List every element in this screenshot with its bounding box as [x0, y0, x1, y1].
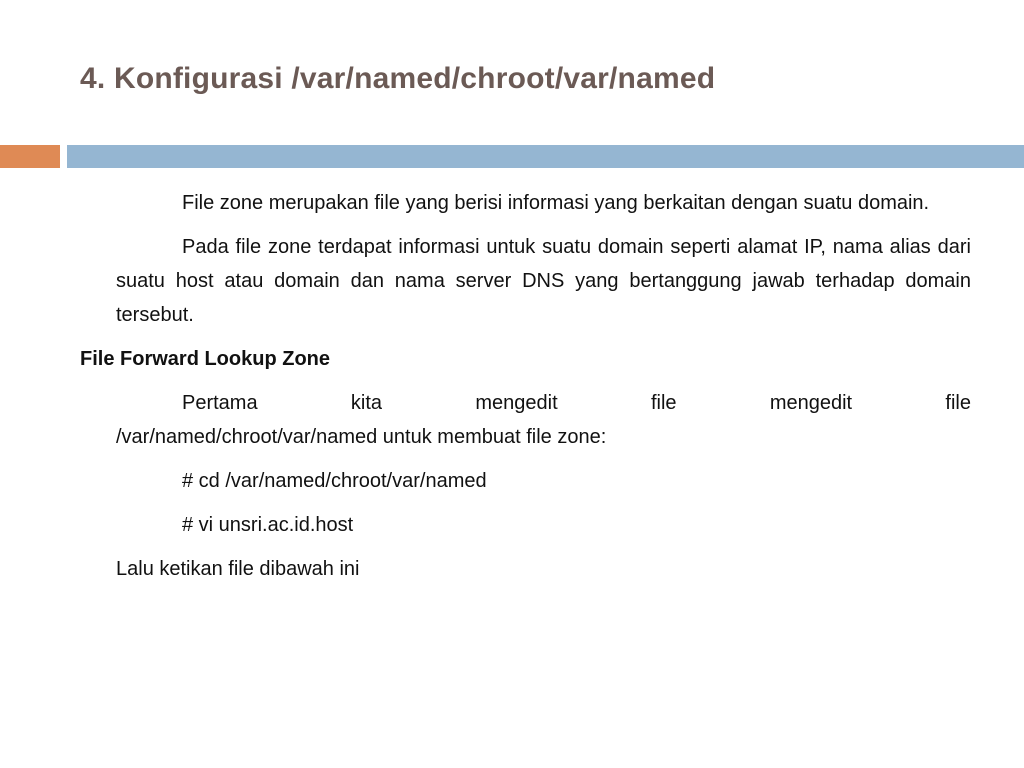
- accent-bar-orange: [0, 145, 60, 168]
- command-cd: # cd /var/named/chroot/var/named: [182, 470, 487, 492]
- paragraph-zone-info: Pada file zone terdapat informasi untuk suatu domain seperti alamat IP, nama alias dari suatu host atau domain dan nama server DNS yang bertanggung jawab terhadap domain tersebut.: [116, 236, 971, 326]
- paragraph-zone-file: File zone merupakan file yang berisi informasi yang berkaitan dengan suatu domain.: [182, 192, 930, 214]
- word: file: [650, 392, 677, 414]
- word: file: [945, 392, 971, 414]
- word: kita: [350, 392, 383, 414]
- slide-body: [80, 186, 971, 596]
- slide-title: 4. Konfigurasi /var/named/chroot/var/named: [80, 62, 716, 95]
- section-heading: File Forward Lookup Zone: [80, 348, 330, 370]
- accent-bar-blue: [67, 145, 1024, 168]
- command-vi: # vi unsri.ac.id.host: [182, 514, 354, 536]
- word: mengedit: [475, 392, 558, 414]
- paragraph-edit-line: [182, 386, 971, 420]
- paragraph-edit-path: /var/named/chroot/var/named untuk membuat file zone:: [116, 426, 607, 448]
- word: Pertama: [182, 392, 258, 414]
- word: mengedit: [769, 392, 853, 414]
- closing-text: Lalu ketikan file dibawah ini: [116, 558, 360, 580]
